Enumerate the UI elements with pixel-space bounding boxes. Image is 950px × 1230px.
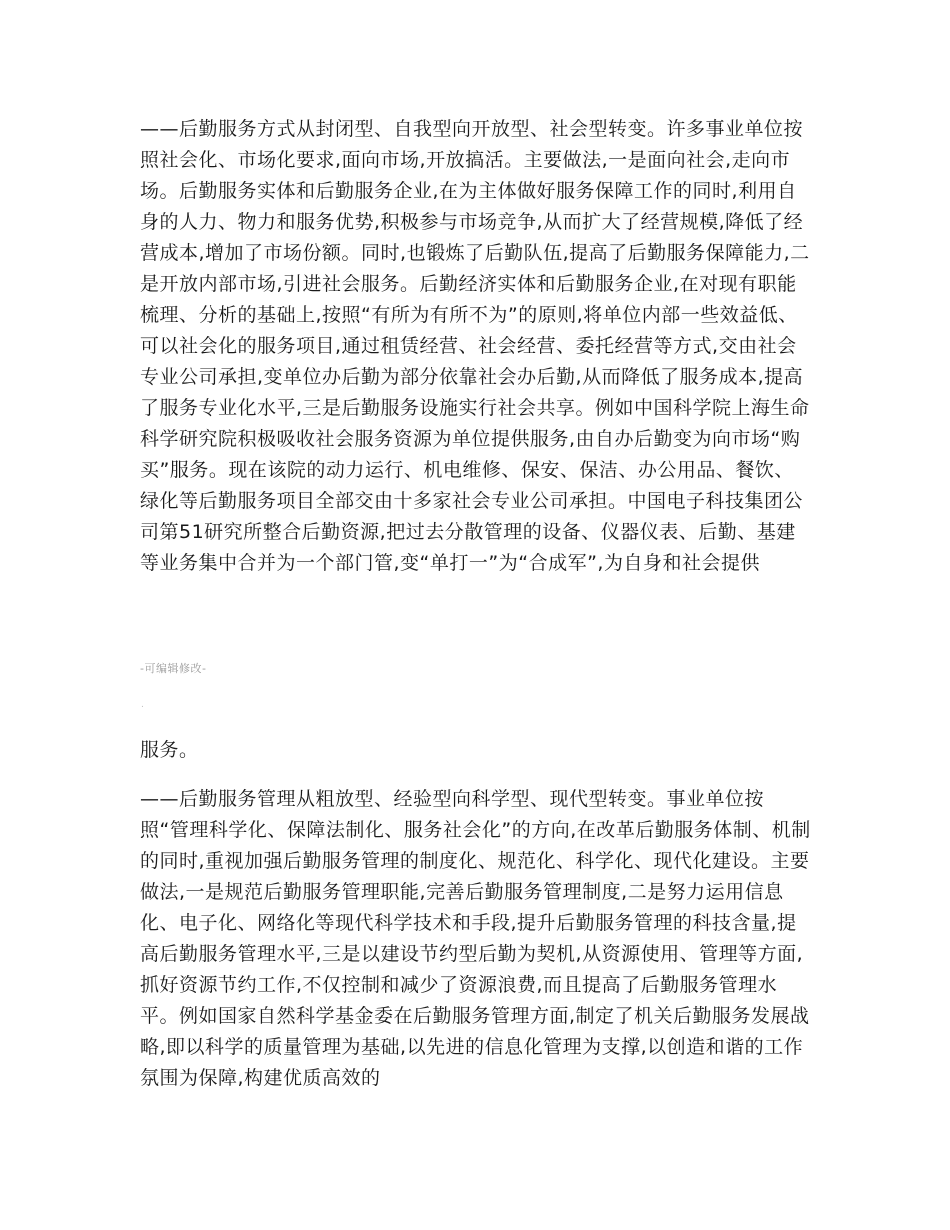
page-break-mark: . bbox=[141, 700, 144, 710]
body-paragraph-2: 服务。 bbox=[140, 739, 199, 761]
body-paragraph-3: ——后勤服务管理从粗放型、经验型向科学型、现代型转变。事业单位按照“管理科学化、保障法制化、服务社会化”的方向,在改革后勤服务体制、机制的同时,重视加强后勤服务管理的制度化、规范化、科学化、现代化建设。主要做法,一是规范后勤服务管理职能,完善后勤服务管理制度,二是努力运用信息化、电子化、网络化等现代科学技术和手段,提升后勤服务管理的科技含量,提高后勤服务管理水平,三是以建设节约型后勤为契机,从资源使用、管理等方面,抓好资源节约工作,不仅控制和减少了资源浪费,而且提高了后勤服务管理水平。例如国家自然科学基金委在后勤服务管理方面,制定了机关后勤服务发展战略,即以科学的质量管理为基础,以先进的信息化管理为支撑,以创造和谐的工作氛围为保障,构建优质高效的 bbox=[140, 788, 811, 1089]
editable-footer-note: -可编辑修改- bbox=[140, 662, 207, 675]
body-paragraph-1: ——后勤服务方式从封闭型、自我型向开放型、社会型转变。许多事业单位按照社会化、市场化要求,面向市场,开放搞活。主要做法,一是面向社会,走向市场。后勤服务实体和后勤服务企业,在为主体做好服务保障工作的同时,利用自身的人力、物力和服务优势,积极参与市场竞争,从而扩大了经营规模,降低了经营成本,增加了市场份额。同时,也锻炼了后勤队伍,提高了后勤服务保障能力,二是开放内部市场,引进社会服务。后勤经济实体和后勤服务企业,在对现有职能梳理、分析的基础上,按照“有所为有所不为”的原则,将单位内部一些效益低、可以社会化的服务项目,通过租赁经营、社会经营、委托经营等方式,交由社会专业公司承担,变单位办后勤为部分依靠社会办后勤,从而降低了服务成本,提高了服务专业化水平,三是后勤服务设施实行社会共享。例如中国科学院上海生命科学研究院积极吸收社会服务资源为单位提供服务,由自办后勤变为向市场“购买”服务。现在该院的动力运行、机电维修、保安、保洁、办公用品、餐饮、绿化等后勤服务项目全部交由十多家社会专业公司承担。中国电子科技集团公司第51研究所整合后勤资源,把过去分散管理的设备、仪器仪表、后勤、基建等业务集中合并为一个部门管,变“单打一”为“合成军”,为自身和社会提供 bbox=[140, 118, 810, 574]
